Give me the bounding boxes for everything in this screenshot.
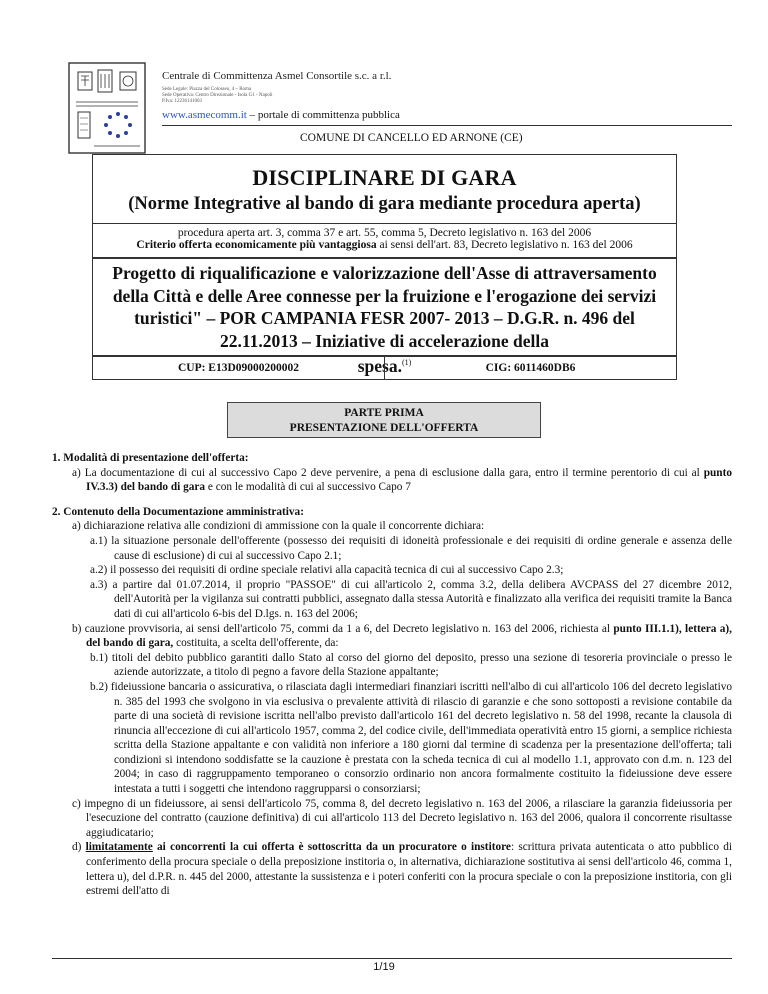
s2d-prefix: d) bbox=[72, 841, 86, 854]
sede-legale: Sede Legale: Piazza del Colosseo, 4 – Roma bbox=[162, 87, 252, 92]
document-title: DISCIPLINARE DI GARA bbox=[252, 165, 517, 190]
comune-name: COMUNE DI CANCELLO ED ARNONE (CE) bbox=[300, 132, 523, 144]
org-name: Centrale di Committenza Asmel Consortile s.c. a r.l. bbox=[162, 70, 392, 82]
part-title: PRESENTAZIONE DELL'OFFERTA bbox=[289, 422, 479, 434]
part-heading bbox=[227, 402, 541, 438]
header-block bbox=[162, 70, 400, 121]
section-2-item-b1: b.1) titoli del debito pubblico garantiti dallo Stato al corso del giorno del deposito, presso una sezione di tesoreria provinciale o presso le aziende autorizzate, a titolo di pegno a favore della Stazione appaltante; bbox=[90, 651, 732, 679]
section-2-item-a3: a.3) a partire dal 01.07.2014, il proprio "PASSOE" di cui all'articolo 2, comma 3.2, della delibera AVCPASS del 27 dicembre 2012, dell'Autorità per la vigilanza sui contratti pubblici, assegnato dalla stessa Autorità e finalizzato alla verifica dei requisiti tramite la Banca dati di cui all'articolo 6-bis del D.lgs. n. 163 del 2006; bbox=[90, 578, 732, 620]
s1a-text-post: e con le modalità di cui al successivo Capo 7 bbox=[205, 481, 411, 494]
document-body bbox=[52, 451, 732, 909]
s2b-text-post: costituita, a scelta dell'offerente, da: bbox=[173, 637, 339, 650]
s1a-text-pre: a) La documentazione di cui al successivo Capo 2 deve pervenire, a pena di esclusione dalla gara, entro il termine perentorio di cui al bbox=[72, 466, 704, 479]
criterion-line bbox=[93, 239, 676, 251]
section-2-heading: 2. Contenuto della Documentazione amministrativa: bbox=[52, 505, 304, 518]
criterion-rest: ai sensi dell'art. 83, Decreto legislativo n. 163 del 2006 bbox=[376, 239, 633, 251]
section-2-item-a: a) dichiarazione relativa alle condizioni di ammissione con la quale il concorrente dichiara: bbox=[72, 520, 485, 533]
cup-code: CUP: E13D09000200002 bbox=[93, 357, 385, 379]
section-1-heading: 1. Modalità di presentazione dell'offerta: bbox=[52, 452, 249, 464]
title-box bbox=[92, 154, 677, 258]
s2d-bold: ai concorrenti la cui offerta è sottoscritta da un procuratore o institore bbox=[152, 841, 511, 854]
cig-code: CIG: 6011460DB6 bbox=[485, 362, 576, 374]
website-suffix: – portale di committenza pubblica bbox=[246, 109, 400, 121]
s2b-text-bold: punto III.1.1), lettera a), del bando di gara, bbox=[86, 622, 732, 650]
section-2-item-b bbox=[52, 622, 732, 651]
s1a-text-bold: punto IV.3.3) del bando di gara bbox=[86, 466, 732, 494]
partita-iva: P.Iva: 12236141003 bbox=[162, 99, 202, 104]
page-number: 1/19 bbox=[373, 961, 395, 973]
website-line bbox=[162, 109, 400, 121]
s2b-text-pre: b) cauzione provvisoria, ai sensi dell'articolo 75, commi da 1 a 6, del Decreto legislativo n. 163 del 2006, richiesta al bbox=[72, 622, 614, 635]
section-1-item-a bbox=[52, 466, 732, 495]
sede-operativa: Sede Operativa: Centro Direzionale - Isola G1 - Napoli bbox=[162, 93, 273, 98]
header-divider bbox=[162, 125, 732, 126]
section-2-item-a2: a.2) il possesso dei requisiti di ordine speciale relativi alla capacità tecnica di cui al successivo Capo 2.3; bbox=[90, 564, 564, 577]
footer-divider bbox=[52, 958, 732, 959]
section-2 bbox=[52, 505, 732, 899]
section-1 bbox=[52, 451, 732, 495]
part-number: PARTE PRIMA bbox=[344, 407, 424, 419]
section-2-item-d bbox=[52, 840, 732, 898]
section-2-item-b2: b.2) fideiussione bancaria o assicurativa, o rilasciata dagli intermediari finanziari iscritti nell'albo di cui all'articolo 106 del decreto legislativo n. 385 del 1993 che svolgono in via esclusiva o prevalente attività di rilascio di garanzie e che sono sottoposti a revisione contabile da parte di una società di revisione iscritta nell'albo previsto dall'articolo 161 del decreto legislativo n. 58 del 1998, recante la clausola di rinuncia all'eccezione di cui all'articolo 1957, comma 2, del codice civile, dell'immediata operatività entro 15 giorni, a semplice richiesta scritta della Stazione appaltante e con validità non inferiore a 180 giorni dal termine di scadenza per la presentazione dell'offerta; tali condizioni si intendono soddisfatte se la cauzione è prestata con la scheda tecnica di cui al modello 1.1, approvato con d.m. n. 123 del 2004; in caso di raggruppamento temporaneo o consorzio ordinario non ancora formalmente costituito la fideiussione deve essere intestata a tutti i soggetti che intendono raggrupparsi o consorziarsi; bbox=[90, 680, 732, 796]
criterion-bold: Criterio offerta economicamente più vantaggiosa bbox=[136, 239, 377, 251]
section-2-item-c: c) impegno di un fideiussore, ai sensi dell'articolo 75, comma 8, del decreto legislativo n. 163 del 2006, a rilasciare la garanzia fideiussoria per l'esecuzione del contratto (cauzione definitiva) di cui all'articolo 113 del Decreto legislativo n. 163 del 2006, qualora il concorrente risultasse aggiudicatario; bbox=[72, 797, 732, 839]
section-2-item-a1: a.1) la situazione personale dell'offerente (possesso dei requisiti di idoneità professionale e dei requisiti di ordine generale e assenza delle cause di esclusione) di cui al successivo Capo 2.1; bbox=[90, 534, 732, 562]
title-box-divider bbox=[93, 223, 676, 224]
s2d-underlined: limitatamente bbox=[85, 841, 153, 854]
procedure-line: procedura aperta art. 3, comma 37 e art. 55, comma 5, Decreto legislativo n. 163 del 2006 bbox=[177, 227, 592, 239]
project-last-word: spesa. bbox=[357, 355, 402, 376]
asmel-logo bbox=[68, 62, 146, 154]
website-link[interactable]: www.asmecomm.it bbox=[162, 109, 247, 121]
document-subtitle: (Norme Integrative al bando di gara mediante procedura aperta) bbox=[128, 194, 641, 214]
project-text: Progetto di riqualificazione e valorizzazione dell'Asse di attraversamento della Città e delle Aree connesse per la fruizione e l'erogazione dei servizi turistici" – POR CAMPANIA FESR 2007- 2013 – D.G.R. n. 496 del 22.11.2013 – Iniziative di accelerazione della bbox=[112, 263, 657, 351]
footnote-ref[interactable]: (1) bbox=[401, 358, 412, 367]
codes-row bbox=[92, 356, 677, 380]
s2d-rest: : scrittura privata autenticata o atto pubblico di conferimento della procura speciale o della preposizione institoria o, in alternativa, dichiarazione sostitutiva ai sensi dell'articolo 46, comma 1, lettera u), del d.P.R. n. 445 del 2000, attestante la sussistenza e i poteri conferiti con la procura speciale o con la preposizione institoria, con gli estremi dell'atto di bbox=[86, 841, 732, 898]
